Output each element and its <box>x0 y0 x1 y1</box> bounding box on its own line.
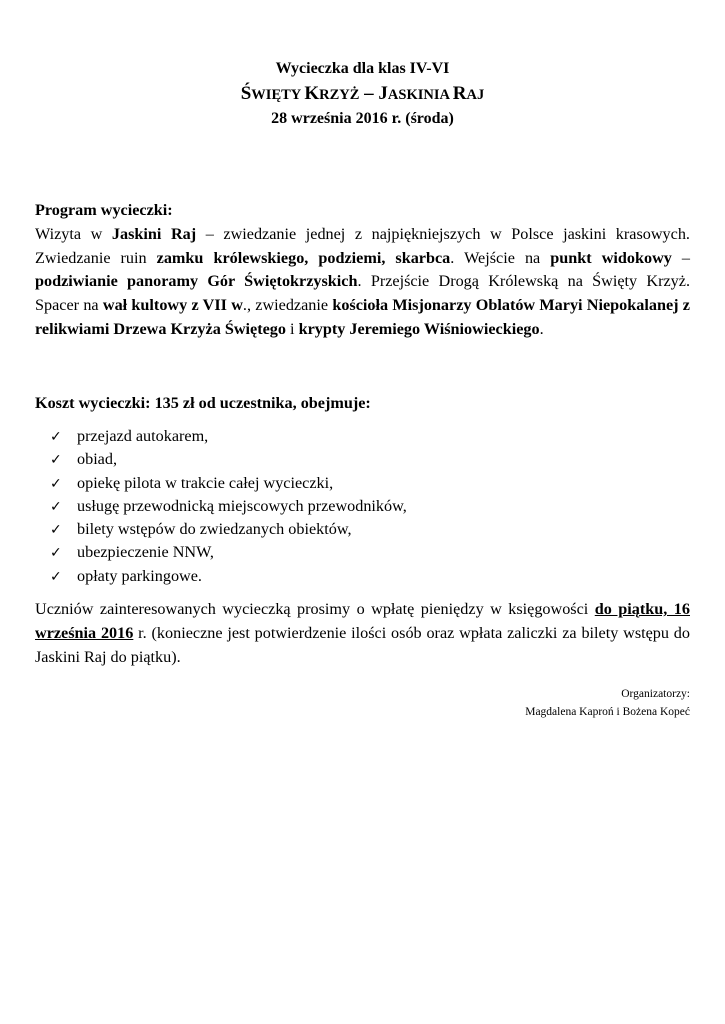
title-part: AJ <box>466 87 485 103</box>
organizers-names: Magdalena Kaproń i Bożena Kopeć <box>525 706 690 718</box>
trip-title <box>0 83 725 105</box>
title-part: J <box>378 83 388 104</box>
checkmark-icon: ✓ <box>50 498 62 515</box>
list-item <box>50 565 407 588</box>
list-item-text: usługę przewodnicką miejscowych przewodników, <box>77 496 407 515</box>
program-text: – <box>671 248 691 267</box>
list-item-text: obiad, <box>77 450 118 469</box>
program-title: Program wycieczki: <box>35 201 173 219</box>
program-section <box>35 199 690 342</box>
trip-subtitle: Wycieczka dla klas IV-VI <box>275 60 450 77</box>
payment-note <box>35 598 690 669</box>
program-highlight: kościoła Misjonarzy Oblatów Maryi Niepokalanej z relikwiami Drzewa Krzyża Świętego <box>35 296 690 338</box>
program-highlight: punkt widokowy <box>550 248 672 267</box>
title-part: K <box>304 83 320 104</box>
title-part: – <box>359 83 379 104</box>
program-highlight: zamku królewskiego, podziemi, skarbca <box>156 248 451 267</box>
deadline: do piątku, 16 września 2016 <box>35 600 690 642</box>
program-text: . Wejście na <box>450 248 551 267</box>
list-item-text: bilety wstępów do zwiedzanych obiektów, <box>77 520 352 539</box>
checkmark-icon: ✓ <box>50 475 62 492</box>
checkmark-icon: ✓ <box>50 429 62 445</box>
program-text: Wizyta w <box>35 224 112 243</box>
checkmark-icon: ✓ <box>50 568 62 585</box>
checkmark-icon: ✓ <box>50 522 62 539</box>
list-item-text: przejazd autokarem, <box>77 427 209 445</box>
list-item-text: opiekę pilota w trakcie całej wycieczki, <box>77 473 334 492</box>
list-item-text: ubezpieczenie NNW, <box>77 543 214 562</box>
program-text: i <box>285 319 299 338</box>
cost-title: Koszt wycieczki: 135 zł od uczestnika, obejmuje: <box>35 394 371 412</box>
program-highlight: krypty Jeremiego Wiśniowieckiego <box>298 319 540 338</box>
cost-list <box>50 425 407 588</box>
list-item <box>50 448 407 471</box>
program-text: ., zwiedzanie <box>242 296 333 315</box>
program-highlight: podziwianie panoramy Gór Świętokrzyskich <box>35 272 358 291</box>
list-item <box>50 541 407 564</box>
list-item <box>50 472 407 495</box>
checkmark-icon: ✓ <box>50 545 62 562</box>
title-part: RZYŻ <box>319 87 360 103</box>
title-part: R <box>452 83 467 104</box>
trip-date: 28 września 2016 r. (środa) <box>271 110 454 127</box>
note-text: r. (konieczne jest potwierdzenie ilości osób oraz wpłata zaliczki za bilety wstępu do Jaskini Raj do piątku). <box>35 623 690 666</box>
list-item-text: opłaty parkingowe. <box>77 566 202 585</box>
title-part: Ś <box>240 83 252 104</box>
program-highlight: wał kultowy z VII w <box>102 296 243 315</box>
organizers-label: Organizatorzy: <box>621 688 690 700</box>
checkmark-icon: ✓ <box>50 452 62 469</box>
list-item <box>50 425 407 448</box>
program-text: . <box>539 319 544 338</box>
list-item <box>50 495 407 518</box>
title-part: WIĘTY <box>251 87 305 103</box>
title-part: ASKINIA <box>387 87 453 103</box>
program-highlight: Jaskini Raj <box>111 224 197 243</box>
list-item <box>50 518 407 541</box>
program-text: – zwiedzanie jednej z najpiękniejszych w Polsce jaskini krasowych. Zwiedzanie ruin <box>35 224 690 267</box>
note-text: Uczniów zainteresowanych wycieczką prosimy o wpłatę pieniędzy w księgowości <box>35 600 595 618</box>
program-text: . Przejście Drogą Królewską na Święty Krzyż. Spacer na <box>35 272 691 315</box>
